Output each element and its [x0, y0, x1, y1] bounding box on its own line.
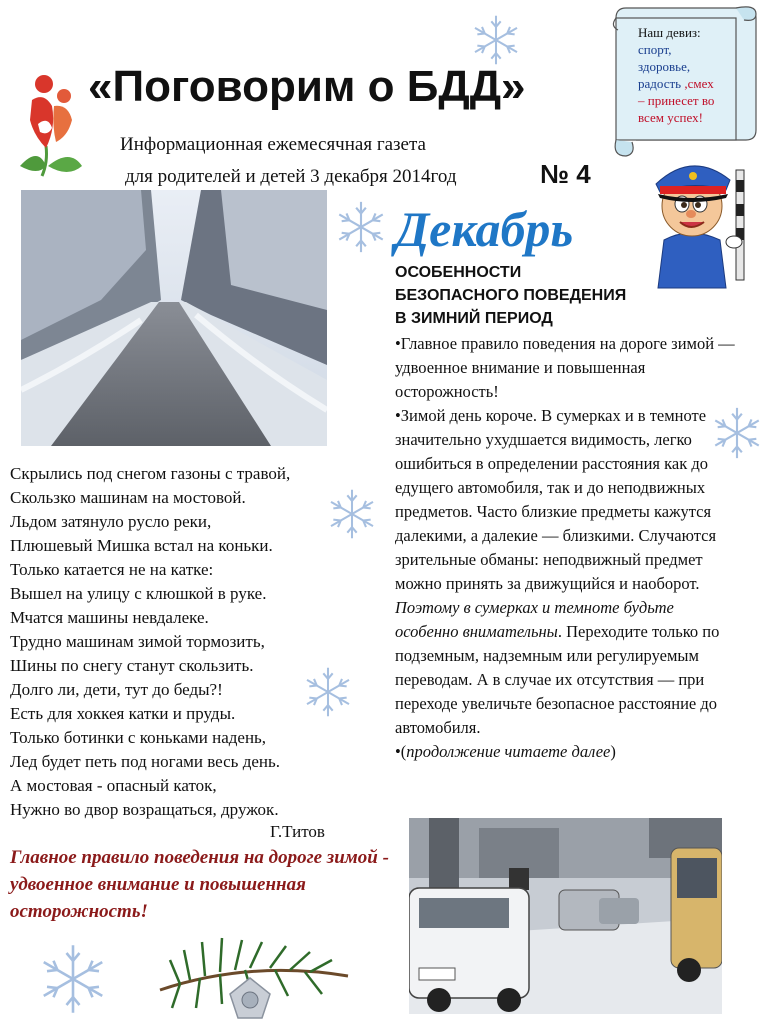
poem: [10, 462, 370, 822]
section-title-line: В ЗИМНИЙ ПЕРИОД: [395, 310, 553, 327]
poem-line: Мчатся машины невдалеке.: [10, 608, 209, 627]
article-body: [395, 332, 740, 764]
article-paragraph: [395, 596, 740, 740]
newspaper-title: «Поговорим о БДД»: [88, 62, 526, 111]
poem-line: Льдом затянуло русло реки,: [10, 512, 212, 531]
poem-line: Скрылись под снегом газоны с травой,: [10, 464, 291, 483]
article-text: . Переходите только по подземным, надземным или регулируемым переводам. А в случае их отсутствия — при переходе увеличьте безопасное расстояние до автомобиля.: [395, 622, 720, 737]
snowflake-icon: [332, 198, 390, 256]
poem-line: Есть для хоккея катки и пруды.: [10, 704, 236, 723]
article-text: ): [610, 742, 616, 761]
motto-line: всем успех!: [638, 110, 703, 125]
motto-line: радость: [638, 76, 682, 91]
article-continued-note: [395, 740, 740, 764]
motto-line: здоровье,: [638, 59, 691, 74]
poem-line: Скользко машинам на мостовой.: [10, 488, 246, 507]
snowflake-icon: [34, 940, 112, 1018]
main-rule-callout: Главное правило поведения на дороге зимой - удвоенное внимание и повышенная осторожность!: [10, 847, 389, 922]
winter-traffic-photo: [409, 818, 722, 1014]
pine-branch-decoration: [150, 920, 355, 1024]
motto-line: – принесет во: [638, 93, 715, 108]
family-logo: [8, 66, 90, 188]
motto-line: спорт,: [638, 42, 672, 57]
article-emphasis: Поэтому в сумерках и темноте будьте особенно внимательны: [395, 598, 674, 641]
poem-line: А мостовая - опасный каток,: [10, 776, 217, 795]
article-paragraph: •Зимой день короче. В сумерках и в темноте значительно ухудшается видимость, легко ошибиться в определении расстояния как до едущего автомобиля, так и до неподвижных предметов. Часто близкие предметы кажутся далекими, а далекие — близкими. Случаются зрительные обманы: неподвижный предмет можно принять за движущийся и наоборот.: [395, 406, 717, 593]
section-title-line: ОСОБЕННОСТИ: [395, 264, 522, 281]
poem-line: Шины по снегу станут скользить.: [10, 656, 254, 675]
poem-line: Трудно машинам зимой тормозить,: [10, 632, 265, 651]
poem-line: Лед будет петь под ногами весь день.: [10, 752, 280, 771]
motto-text: [638, 24, 738, 126]
poem-line: Долго ли, дети, тут до беды?!: [10, 680, 223, 699]
poem-line: Только ботинки с коньками надень,: [10, 728, 267, 747]
issue-number: № 4: [540, 159, 591, 189]
poem-line: Плюшевый Мишка встал на коньки.: [10, 536, 273, 555]
article-paragraph: •Главное правило поведения на дороге зимой — удвоенное внимание и повышенная осторожность!: [395, 334, 735, 401]
newspaper-date-line: для родителей и детей 3 декабря 2014год: [125, 166, 457, 187]
article-emphasis: продолжение читаете далее: [406, 742, 611, 761]
newspaper-subtitle: Информационная ежемесячная газета: [120, 134, 426, 155]
winter-road-photo: [21, 190, 327, 446]
article-text: •(: [395, 742, 407, 761]
poem-line: Нужно во двор возращаться, дружок.: [10, 800, 279, 819]
motto-line: ,смех: [681, 76, 714, 91]
poem-line: Только катается не на катке:: [10, 560, 214, 579]
month-heading: Декабрь: [395, 201, 574, 257]
section-title: [395, 261, 725, 330]
poem-author: Г.Титов: [270, 822, 325, 841]
section-title-line: БЕЗОПАСНОГО ПОВЕДЕНИЯ: [395, 287, 627, 304]
poem-line: Вышел на улицу с клюшкой в руке.: [10, 584, 267, 603]
motto-line: Наш девиз:: [638, 25, 701, 40]
snowflake-icon: [468, 12, 524, 68]
